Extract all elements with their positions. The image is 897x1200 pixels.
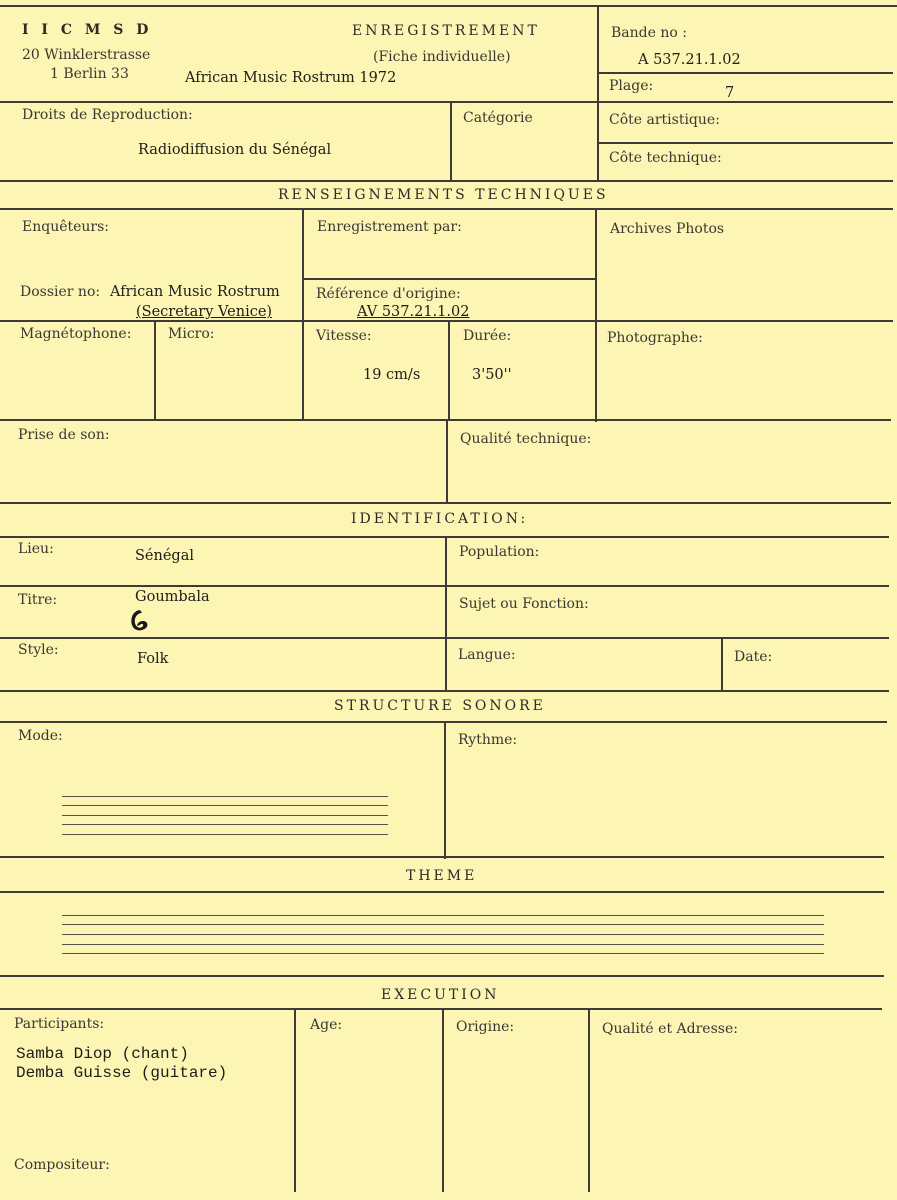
micro-label: Micro: xyxy=(168,326,215,342)
divider xyxy=(302,278,596,280)
section-theme: THEME xyxy=(406,868,478,884)
vitesse-label: Vitesse: xyxy=(316,328,372,344)
style-value: Folk xyxy=(137,651,169,667)
participant-2: Demba Guisse (guitare) xyxy=(16,1064,228,1082)
divider xyxy=(597,5,599,181)
rythme-label: Rythme: xyxy=(458,732,518,748)
collection-name: African Music Rostrum 1972 xyxy=(185,70,397,86)
reference-label: Référence d'origine: xyxy=(316,286,461,302)
droits-label: Droits de Reproduction: xyxy=(22,107,193,123)
dossier-value: African Music Rostrum xyxy=(110,284,280,300)
cote-artistique-label: Côte artistique: xyxy=(609,112,720,128)
vitesse-value: 19 cm/s xyxy=(363,367,421,383)
theme-staff-line xyxy=(62,915,824,916)
divider xyxy=(0,856,884,858)
divider xyxy=(0,585,889,587)
style-label: Style: xyxy=(18,642,59,658)
divider xyxy=(595,208,597,422)
archives-photos-label: Archives Photos xyxy=(610,221,725,237)
age-label: Age: xyxy=(310,1017,343,1033)
form-subtitle: (Fiche individuelle) xyxy=(373,49,511,65)
origine-label: Origine: xyxy=(456,1019,515,1035)
langue-label: Langue: xyxy=(458,647,516,663)
divider xyxy=(0,101,893,103)
mode-staff-line xyxy=(62,815,388,816)
lieu-value: Sénégal xyxy=(135,548,194,564)
droits-value: Radiodiffusion du Sénégal xyxy=(138,142,332,158)
participants-label: Participants: xyxy=(14,1016,105,1032)
magnetophone-label: Magnétophone: xyxy=(20,326,132,342)
divider xyxy=(445,536,447,692)
qualite-adresse-label: Qualité et Adresse: xyxy=(602,1021,738,1037)
form-title: ENREGISTREMENT xyxy=(352,23,540,39)
theme-staff-line xyxy=(62,934,824,935)
titre-value: Goumbala xyxy=(135,589,210,605)
enregistrement-par-label: Enregistrement par: xyxy=(317,219,462,235)
section-structure-sonore: STRUCTURE SONORE xyxy=(334,698,546,714)
top-border xyxy=(0,5,897,7)
cote-technique-label: Côte technique: xyxy=(609,150,722,166)
section-execution: EXECUTION xyxy=(381,987,500,1003)
divider xyxy=(154,320,156,420)
plage-label: Plage: xyxy=(609,78,654,94)
lieu-label: Lieu: xyxy=(18,541,54,557)
titre-label: Titre: xyxy=(18,592,58,608)
org-logo: I I C M S D xyxy=(22,22,153,38)
mode-staff-line xyxy=(62,834,388,835)
handwritten-mark-icon xyxy=(128,608,152,634)
divider xyxy=(0,208,893,210)
mode-label: Mode: xyxy=(18,728,63,744)
sujet-label: Sujet ou Fonction: xyxy=(459,596,589,612)
divider xyxy=(446,419,448,503)
photographe-label: Photographe: xyxy=(607,330,703,346)
divider xyxy=(0,975,884,977)
mode-staff-line xyxy=(62,796,388,797)
population-label: Population: xyxy=(459,544,540,560)
categorie-label: Catégorie xyxy=(463,110,533,126)
divider xyxy=(721,637,723,692)
divider xyxy=(294,1008,296,1192)
mode-staff-line xyxy=(62,824,388,825)
divider xyxy=(450,101,452,181)
duree-value: 3'50'' xyxy=(472,367,512,383)
divider xyxy=(0,637,889,639)
dossier-value-secondary: (Secretary Venice) xyxy=(136,304,273,320)
enqueteurs-label: Enquêteurs: xyxy=(22,219,110,235)
address-line-1: 20 Winklerstrasse xyxy=(22,47,151,63)
bande-value: A 537.21.1.02 xyxy=(638,52,741,68)
theme-staff-line xyxy=(62,953,824,954)
compositeur-label: Compositeur: xyxy=(14,1157,110,1173)
mode-staff-line xyxy=(62,805,388,806)
divider xyxy=(302,208,304,420)
divider xyxy=(588,1008,590,1192)
theme-staff-line xyxy=(62,944,824,945)
participant-1: Samba Diop (chant) xyxy=(16,1045,189,1063)
qualite-technique-label: Qualité technique: xyxy=(460,431,592,447)
divider xyxy=(0,690,889,692)
theme-staff-line xyxy=(62,924,824,925)
divider xyxy=(442,1008,444,1192)
reference-value: AV 537.21.1.02 xyxy=(357,304,470,320)
divider xyxy=(597,142,893,144)
section-renseignements-techniques: RENSEIGNEMENTS TECHNIQUES xyxy=(278,187,609,203)
prise-de-son-label: Prise de son: xyxy=(18,427,110,443)
divider xyxy=(444,721,446,859)
dossier-label: Dossier no: xyxy=(20,284,101,300)
section-identification: IDENTIFICATION: xyxy=(351,511,529,527)
divider xyxy=(0,180,893,182)
plage-value: 7 xyxy=(725,85,735,101)
bande-label: Bande no : xyxy=(611,25,687,41)
divider xyxy=(0,891,884,893)
divider xyxy=(448,320,450,420)
date-label: Date: xyxy=(734,649,773,665)
duree-label: Durée: xyxy=(463,328,512,344)
divider xyxy=(0,502,891,504)
divider xyxy=(0,1008,882,1010)
divider xyxy=(597,72,893,74)
address-line-2: 1 Berlin 33 xyxy=(50,66,129,82)
